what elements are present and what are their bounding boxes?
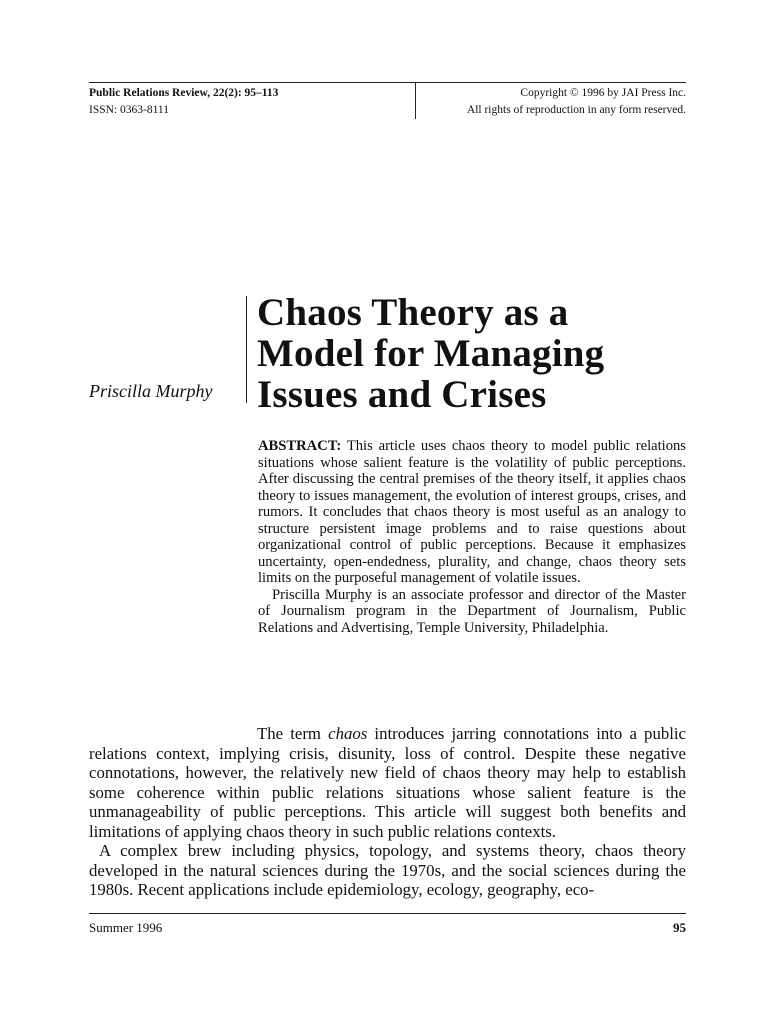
author-bio: Priscilla Murphy is an associate professor and director of the Master of Journalism program in the Department of Journalism, Public Relations and Advertising, Temple University, Philadelphia. <box>258 586 686 636</box>
abstract-label: ABSTRACT: <box>258 438 342 454</box>
author-name: Priscilla Murphy <box>89 381 213 401</box>
copyright: Copyright © 1996 by JAI Press Inc. <box>520 87 686 99</box>
abstract <box>258 438 686 636</box>
journal-name: Public Relations Review, 22(2): 95–113 <box>89 87 279 99</box>
journal-citation <box>89 85 278 119</box>
page-number: 95 <box>673 920 686 935</box>
abstract-text: This article uses chaos theory to model public relations situations whose salient feature is the volatility of public perceptions. After discussing the central premises of the theory itself, it applies chaos theory to issues management, the evolution of interest groups, crises, and rumors. It concludes that chaos theory is most useful as an analogy to structure persistent image problems and to raise questions about organizational control of public perceptions. Because it emphasizes uncertainty, open-endedness, plurality, and change, chaos theory sets limits on the purposeful management of volatile issues. <box>258 438 686 586</box>
emphasis-chaos: chaos <box>328 724 368 743</box>
header-rule <box>89 82 686 83</box>
article-title <box>257 292 697 415</box>
rights-reserved: All rights of reproduction in any form reserved. <box>466 104 686 116</box>
body-paragraph: A complex brew including physics, topology, and systems theory, chaos theory developed in the natural sciences during the 1970s, and the social sciences during the 1980s. Recent applications include epidemiology, ecology, geography, eco- <box>89 841 686 899</box>
body-text <box>89 724 686 900</box>
title-line: Issues and Crises <box>257 373 547 416</box>
title-divider <box>246 296 247 403</box>
footer-rule <box>89 913 686 914</box>
title-line: Chaos Theory as a <box>257 291 569 334</box>
abstract-paragraph <box>258 438 686 587</box>
title-line: Model for Managing <box>257 332 605 375</box>
body-paragraph <box>89 724 686 841</box>
issue-date: Summer 1996 <box>89 920 163 935</box>
copyright-notice <box>420 85 686 119</box>
issn: ISSN: 0363-8111 <box>89 104 169 116</box>
body-text-span: The term <box>257 724 329 743</box>
header-divider <box>415 82 416 119</box>
body-text-span: introduces jarring connotations into a public relations context, implying crisis, disunity, loss of control. Despite these negative connotations, however, the relatively new field of chaos theory may help to establish some coherence within public relations situations whose salient feature is the unmanageability of public perceptions. This article will suggest both benefits and limitations of applying chaos theory in such public relations contexts. <box>89 724 686 841</box>
